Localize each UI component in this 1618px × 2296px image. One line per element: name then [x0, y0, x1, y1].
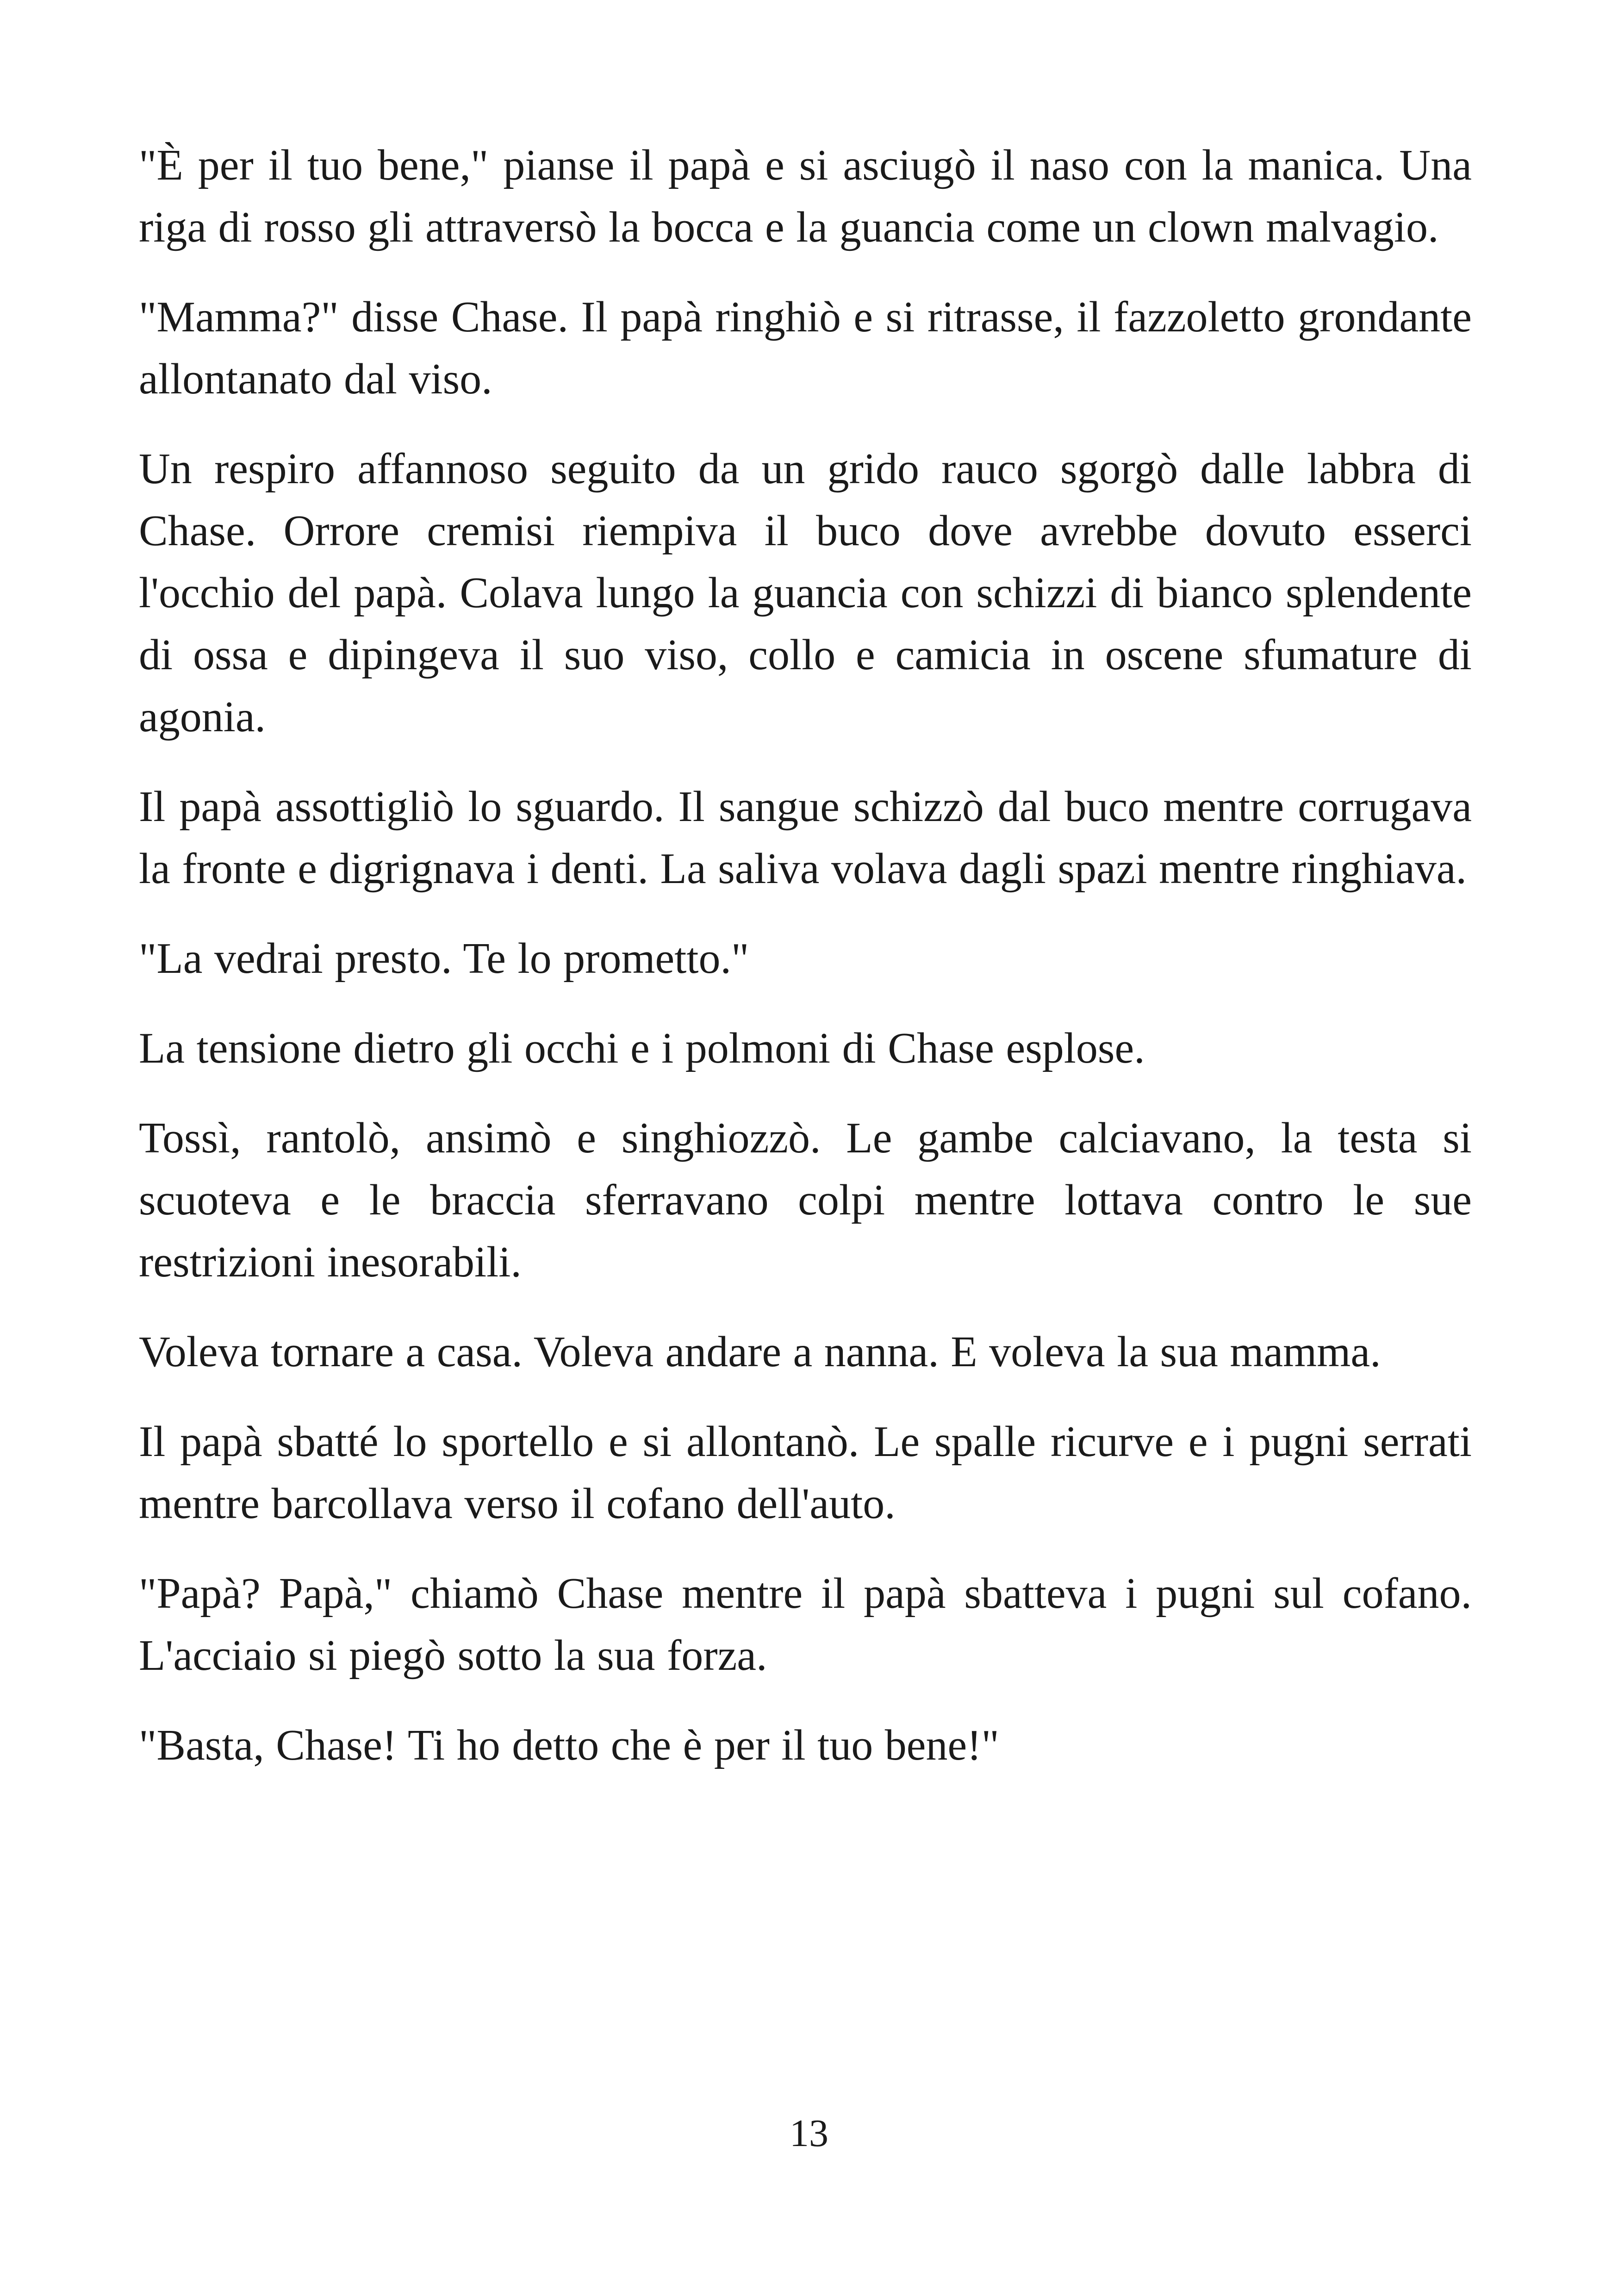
paragraph: Il papà assottigliò lo sguardo. Il sangue schizzò dal buco mentre corrugava la fronte e digrignava i denti. La saliva volava dagli spazi mentre ringhiava.: [139, 783, 1472, 893]
page-number: 13: [790, 2112, 828, 2155]
paragraph: Il papà sbatté lo sportello e si allontanò. Le spalle ricurve e i pugni serrati mentre barcollava verso il cofano dell'auto.: [139, 1418, 1472, 1528]
paragraph: Voleva tornare a casa. Voleva andare a nanna. E voleva la sua mamma.: [139, 1328, 1381, 1376]
paragraph: Un respiro affannoso seguito da un grido rauco sgorgò dalle labbra di Chase. Orrore cremisi riempiva il buco dove avrebbe dovuto esserci l'occhio del papà. Colava lungo la guancia con schizzi di bianco splendente di ossa e dipingeva il suo viso, collo e camicia in oscene sfumature di agonia.: [139, 445, 1472, 741]
paragraph: "Papà? Papà," chiamò Chase mentre il papà sbatteva i pugni sul cofano. L'acciaio si piegò sotto la sua forza.: [139, 1569, 1472, 1680]
body-text: [139, 134, 1472, 1804]
paragraph: "La vedrai presto. Te lo prometto.": [139, 934, 749, 983]
paragraph: "È per il tuo bene," pianse il papà e si asciugò il naso con la manica. Una riga di rosso gli attraversò la bocca e la guancia come un clown malvagio.: [139, 141, 1472, 251]
paragraph: Tossì, rantolò, ansimò e singhiozzò. Le gambe calciavano, la testa si scuoteva e le braccia sferravano colpi mentre lottava contro le sue restrizioni inesorabili.: [139, 1114, 1472, 1286]
paragraph: La tensione dietro gli occhi e i polmoni di Chase esplose.: [139, 1024, 1145, 1072]
paragraph: "Basta, Chase! Ti ho detto che è per il tuo bene!": [139, 1721, 999, 1769]
paragraph: "Mamma?" disse Chase. Il papà ringhiò e si ritrasse, il fazzoletto grondante allontanato dal viso.: [139, 293, 1472, 403]
